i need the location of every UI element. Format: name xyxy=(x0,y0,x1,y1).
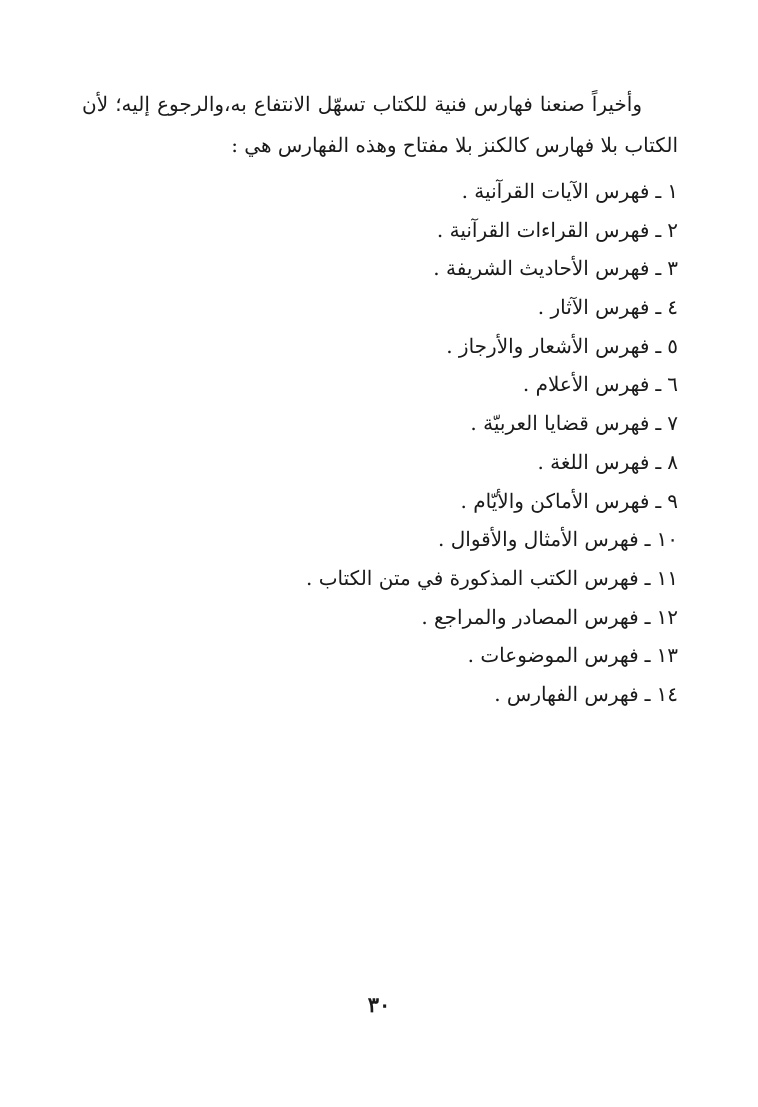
index-dash: ـ xyxy=(655,411,662,436)
index-number: ١٢ xyxy=(656,604,678,629)
index-number: ١١ xyxy=(656,565,678,590)
index-number: ١٤ xyxy=(656,681,678,706)
index-dash: ـ xyxy=(655,295,662,320)
index-item xyxy=(82,636,678,675)
indexes-list xyxy=(82,172,678,714)
index-number: ٩ xyxy=(667,488,678,513)
index-dash: ـ xyxy=(644,681,651,706)
index-dash: ـ xyxy=(655,333,662,358)
intro-line-1: وأخيراً صنعنا فهارس فنية للكتاب تسهّل الانتفاع به،والرجوع إليه؛ لأن xyxy=(82,92,642,116)
index-item xyxy=(82,288,678,327)
index-number: ٨ xyxy=(667,449,678,474)
intro-paragraph xyxy=(82,84,678,166)
index-label: فهرس الكتب المذكورة في متن الكتاب . xyxy=(306,565,639,590)
page-content xyxy=(82,84,678,714)
index-dash: ـ xyxy=(644,604,651,629)
index-item xyxy=(82,559,678,598)
index-label: فهرس القراءات القرآنية . xyxy=(436,217,650,242)
index-dash: ـ xyxy=(655,256,662,281)
index-number: ٧ xyxy=(667,411,678,436)
index-label: فهرس الأحاديث الشريفة . xyxy=(433,256,650,281)
index-label: فهرس الأماكن والأيّام . xyxy=(460,488,650,513)
index-item xyxy=(82,404,678,443)
index-item xyxy=(82,172,678,211)
index-dash: ـ xyxy=(644,565,651,590)
index-item xyxy=(82,211,678,250)
index-label: فهرس اللغة . xyxy=(537,449,650,474)
index-item xyxy=(82,598,678,637)
index-item xyxy=(82,482,678,521)
index-dash: ـ xyxy=(655,488,662,513)
index-item xyxy=(82,249,678,288)
index-label: فهرس الأمثال والأقوال . xyxy=(438,527,639,552)
index-item xyxy=(82,327,678,366)
index-label: فهرس الأشعار والأرجاز . xyxy=(446,333,650,358)
index-dash: ـ xyxy=(644,527,651,552)
index-number: ٦ xyxy=(667,372,678,397)
index-label: فهرس الآثار . xyxy=(537,295,650,320)
index-number: ٥ xyxy=(667,333,678,358)
index-label: فهرس الموضوعات . xyxy=(467,643,639,668)
page-number: ٣٠ xyxy=(367,992,391,1017)
index-dash: ـ xyxy=(655,179,662,203)
index-dash: ـ xyxy=(655,449,662,474)
index-item xyxy=(82,443,678,482)
index-dash: ـ xyxy=(655,372,662,397)
index-dash: ـ xyxy=(655,217,662,242)
index-label: فهرس الآيات القرآنية . xyxy=(461,179,650,203)
index-number: ١٣ xyxy=(656,643,678,668)
index-number: ١٠ xyxy=(656,527,678,552)
index-number: ٤ xyxy=(667,295,678,320)
intro-line-2: الكتاب بلا فهارس كالكنز بلا مفتاح وهذه الفهارس هي : xyxy=(231,133,678,157)
index-label: فهرس المصادر والمراجع . xyxy=(421,604,639,629)
index-label: فهرس قضايا العربيّة . xyxy=(470,411,650,436)
index-item xyxy=(82,365,678,404)
index-number: ٢ xyxy=(667,217,678,242)
index-number: ١ xyxy=(667,179,678,203)
index-item xyxy=(82,520,678,559)
index-dash: ـ xyxy=(644,643,651,668)
index-label: فهرس الفهارس . xyxy=(494,681,639,706)
index-number: ٣ xyxy=(667,256,678,281)
index-item xyxy=(82,675,678,714)
index-label: فهرس الأعلام . xyxy=(522,372,650,397)
